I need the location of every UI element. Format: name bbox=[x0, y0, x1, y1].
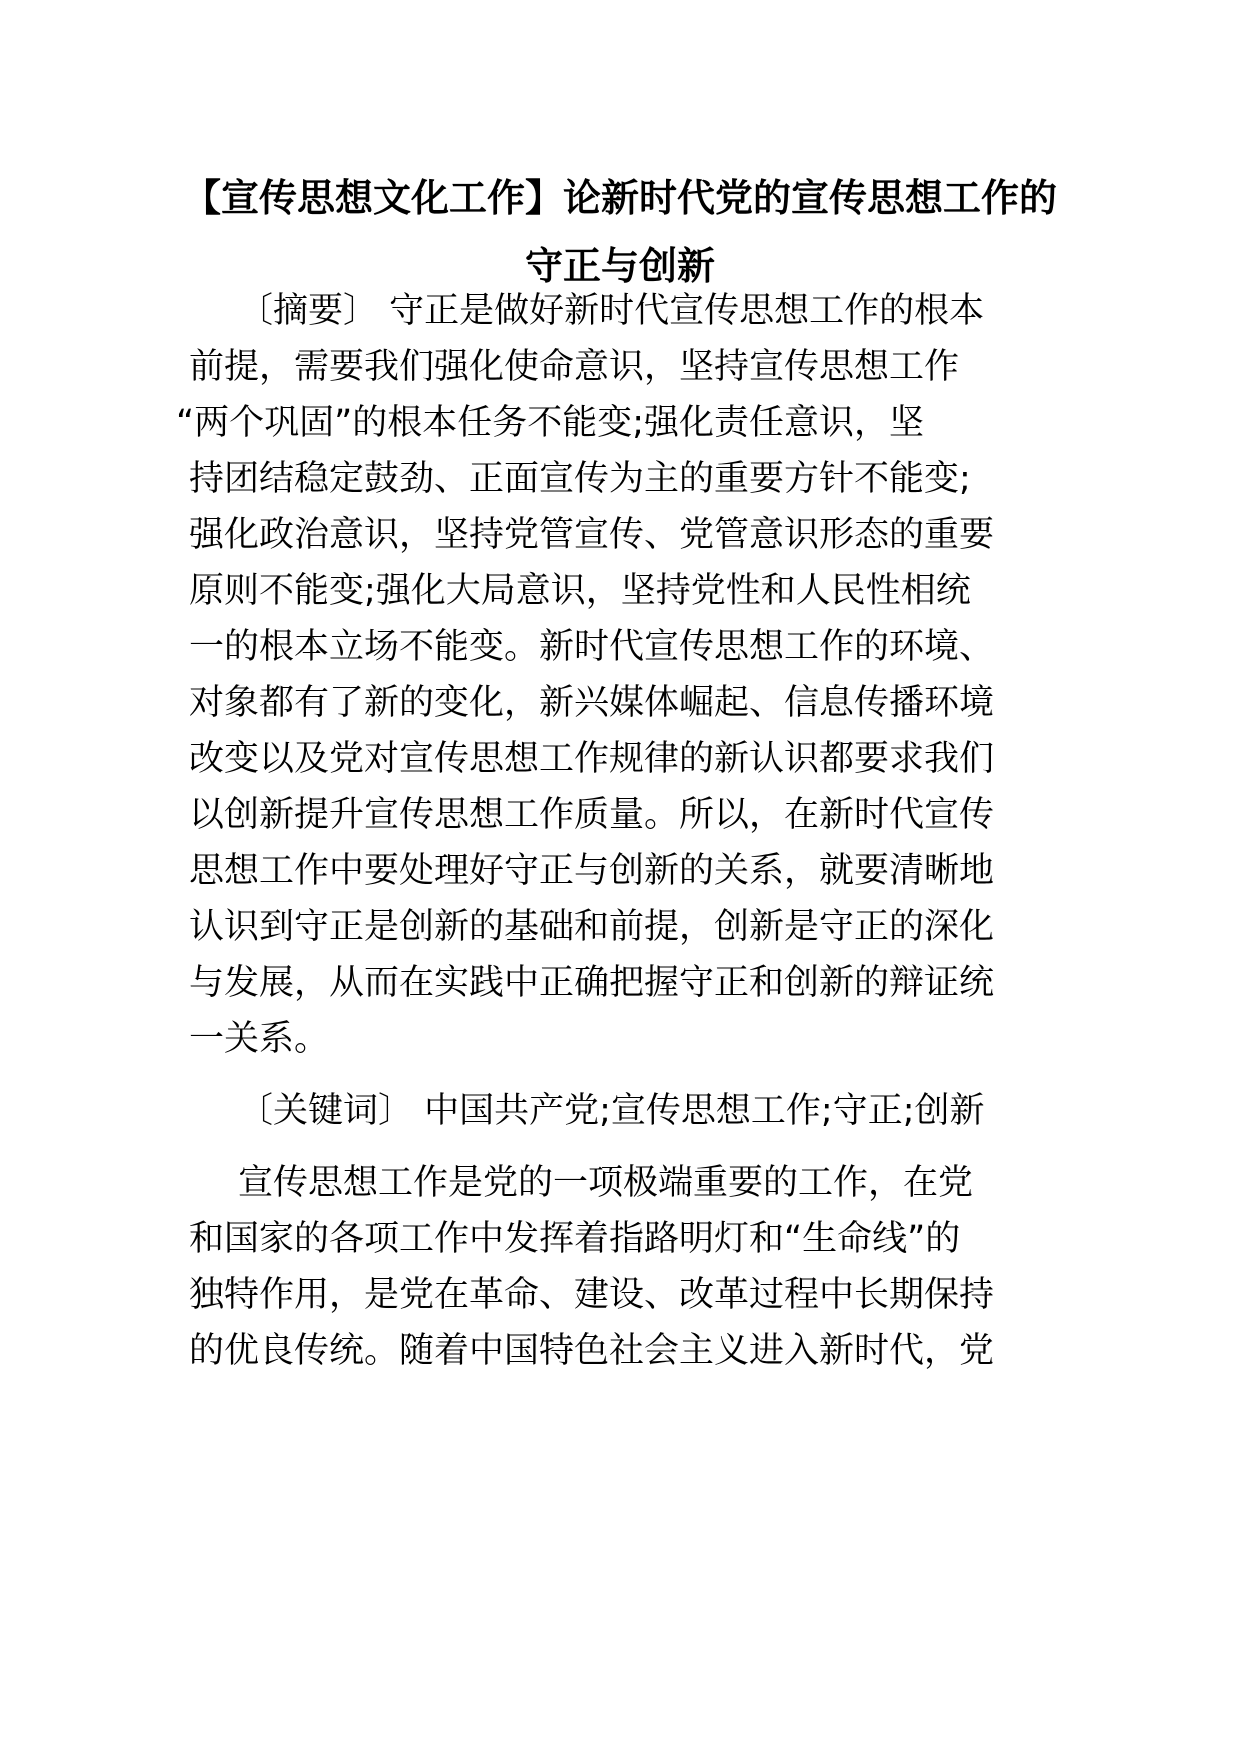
keywords-line: 〔关键词〕 中国共产党;宣传思想工作;守正;创新 bbox=[238, 1091, 985, 1131]
abstract-line: 以创新提升宣传思想工作质量。所以，在新时代宣传 bbox=[189, 795, 995, 835]
body-line: 和国家的各项工作中发挥着指路明灯和“生命线”的 bbox=[189, 1219, 961, 1259]
abstract-line: 一关系。 bbox=[189, 1019, 330, 1059]
abstract-line: 前提，需要我们强化使命意识，坚持宣传思想工作 bbox=[189, 347, 960, 387]
abstract-line: 强化政治意识，坚持党管宣传、党管意识形态的重要 bbox=[189, 515, 995, 555]
abstract-line: 〔摘要〕 守正是做好新时代宣传思想工作的根本 bbox=[238, 291, 985, 331]
abstract-line: 对象都有了新的变化，新兴媒体崛起、信息传播环境 bbox=[189, 683, 995, 723]
abstract-line: 持团结稳定鼓劲、正面宣传为主的重要方针不能变; bbox=[189, 459, 971, 499]
abstract-line: 改变以及党对宣传思想工作规律的新认识都要求我们 bbox=[189, 739, 995, 779]
abstract-line: 思想工作中要处理好守正与创新的关系，就要清晰地 bbox=[189, 851, 995, 891]
abstract-line: 认识到守正是创新的基础和前提，创新是守正的深化 bbox=[189, 907, 995, 947]
abstract-line: 原则不能变;强化大局意识，坚持党性和人民性相统 bbox=[189, 571, 971, 611]
abstract-line: 与发展，从而在实践中正确把握守正和创新的辩证统 bbox=[189, 963, 995, 1003]
body-line: 宣传思想工作是党的一项极端重要的工作，在党 bbox=[238, 1163, 974, 1203]
body-line: 独特作用，是党在革命、建设、改革过程中长期保持 bbox=[189, 1275, 995, 1315]
abstract-line: 一的根本立场不能变。新时代宣传思想工作的环境、 bbox=[189, 627, 995, 667]
document-title-line-2: 守正与创新 bbox=[524, 244, 715, 288]
document-title-line-1: 【宣传思想文化工作】论新时代党的宣传思想工作的 bbox=[182, 176, 1057, 220]
body-line: 的优良传统。随着中国特色社会主义进入新时代，党 bbox=[189, 1331, 995, 1371]
abstract-line: “两个巩固”的根本任务不能变;强化责任意识，坚 bbox=[176, 403, 925, 443]
